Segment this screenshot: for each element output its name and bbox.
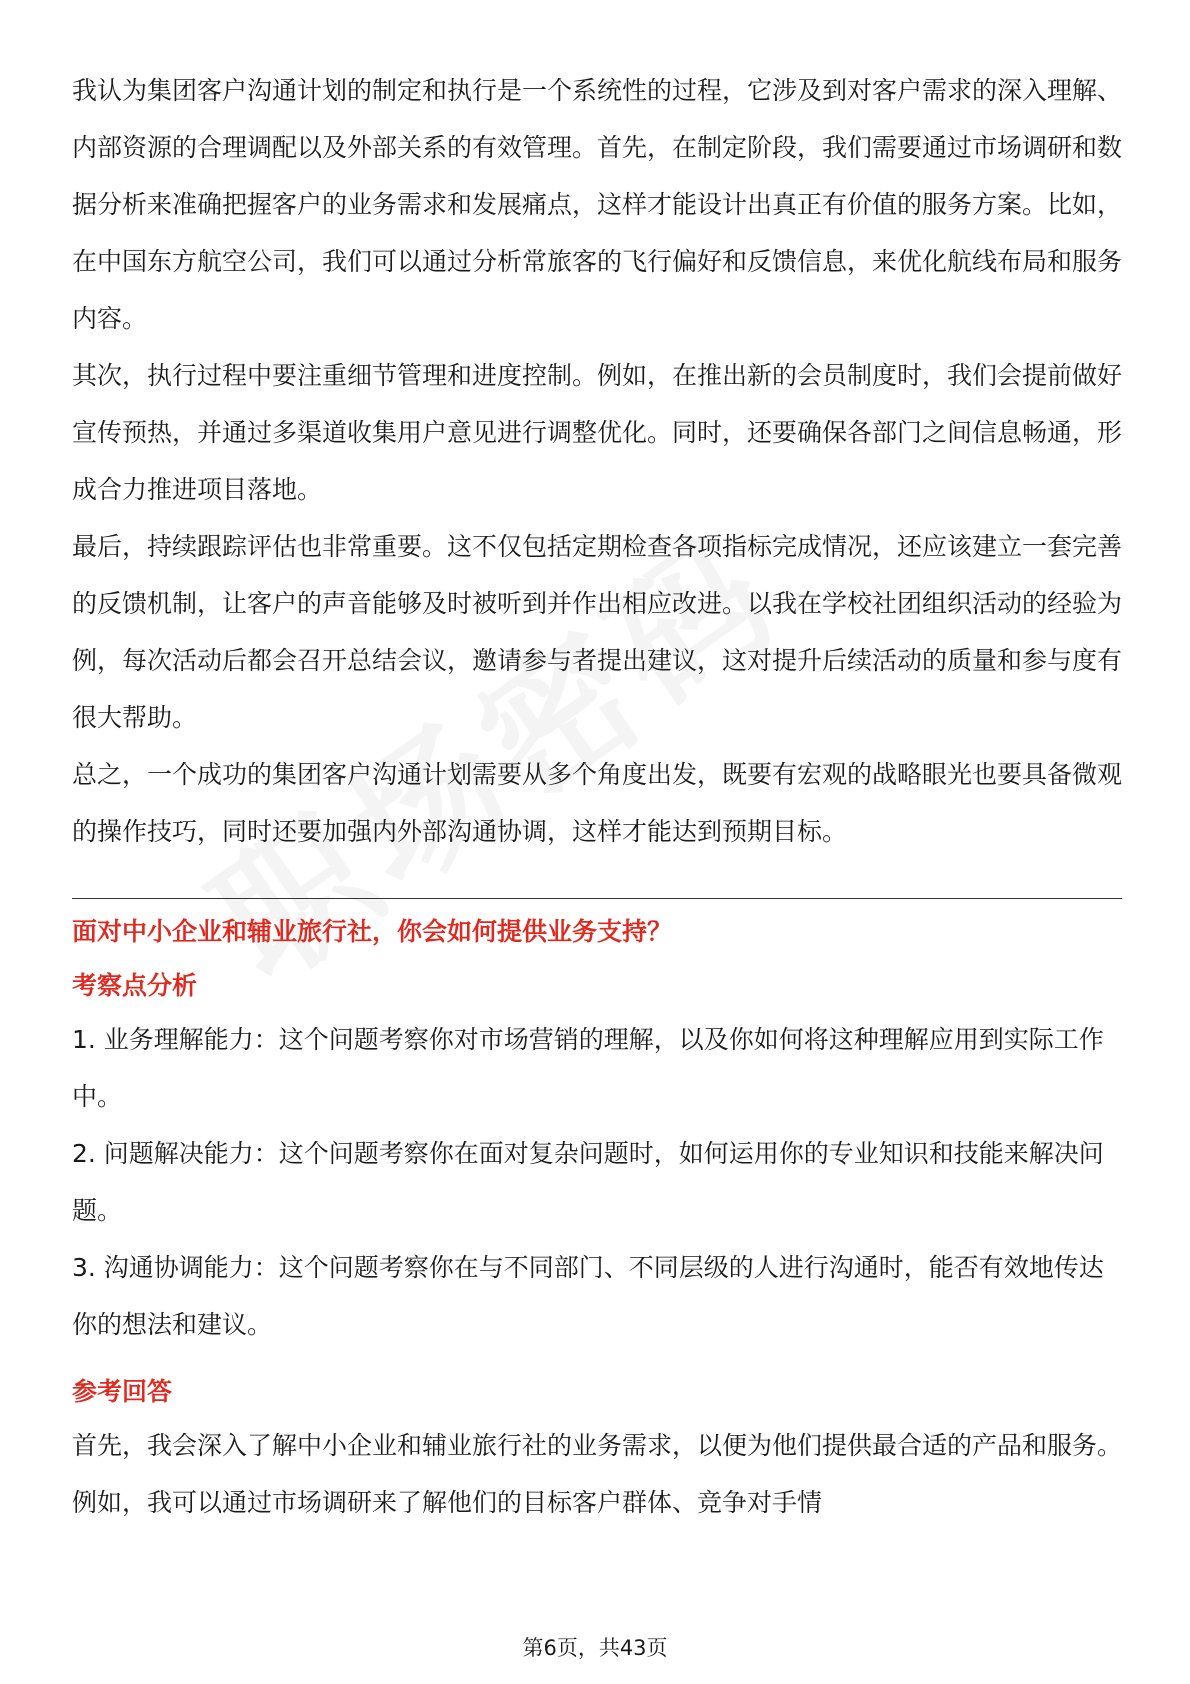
intro-paragraph-2: 其次，执行过程中要注重细节管理和进度控制。例如，在推出新的会员制度时，我们会提前做好宣传预热，并通过多渠道收集用户意见进行调整优化。同时，还要确保各部门之间信息畅通，形成合力推进项目落地。: [72, 361, 1123, 504]
analysis-item-2: 2. 问题解决能力：这个问题考察你在面对复杂问题时，如何运用你的专业知识和技能来解决问题。: [72, 1139, 1104, 1225]
analysis-heading: 考察点分析: [72, 971, 198, 1000]
answer-heading: 参考回答: [72, 1377, 173, 1406]
section-divider: [72, 898, 1122, 899]
intro-paragraph-3: 最后，持续跟踪评估也非常重要。这不仅包括定期检查各项指标完成情况，还应该建立一套完善的反馈机制，让客户的声音能够及时被听到并作出相应改进。以我在学校社团组织活动的经验为例，每次活动后都会召开总结会议，邀请参与者提出建议，这对提升后续活动的质量和参与度有很大帮助。: [72, 532, 1123, 732]
answer-paragraph: 首先，我会深入了解中小企业和辅业旅行社的业务需求，以便为他们提供最合适的产品和服务。例如，我可以通过市场调研来了解他们的目标客户群体、竞争对手情: [72, 1431, 1123, 1517]
page-content: [72, 62, 1122, 1531]
intro-paragraph-4: 总之，一个成功的集团客户沟通计划需要从多个角度出发，既要有宏观的战略眼光也要具备微观的操作技巧，同时还要加强内外部沟通协调，这样才能达到预期目标。: [72, 760, 1123, 846]
intro-paragraph-1: 我认为集团客户沟通计划的制定和执行是一个系统性的过程，它涉及到对客户需求的深入理解、内部资源的合理调配以及外部关系的有效管理。首先，在制定阶段，我们需要通过市场调研和数据分析来准确把握客户的业务需求和发展痛点，这样才能设计出真正有价值的服务方案。比如，在中国东方航空公司，我们可以通过分析常旅客的飞行偏好和反馈信息，来优化航线布局和服务内容。: [72, 76, 1123, 333]
analysis-item-1: 1. 业务理解能力：这个问题考察你对市场营销的理解，以及你如何将这种理解应用到实际工作中。: [72, 1025, 1104, 1111]
page-footer: 第6页，共43页: [522, 1636, 668, 1660]
analysis-item-3: 3. 沟通协调能力：这个问题考察你在与不同部门、不同层级的人进行沟通时，能否有效地传达你的想法和建议。: [72, 1253, 1104, 1339]
question-title: 面对中小企业和辅业旅行社，你会如何提供业务支持？: [72, 917, 673, 946]
